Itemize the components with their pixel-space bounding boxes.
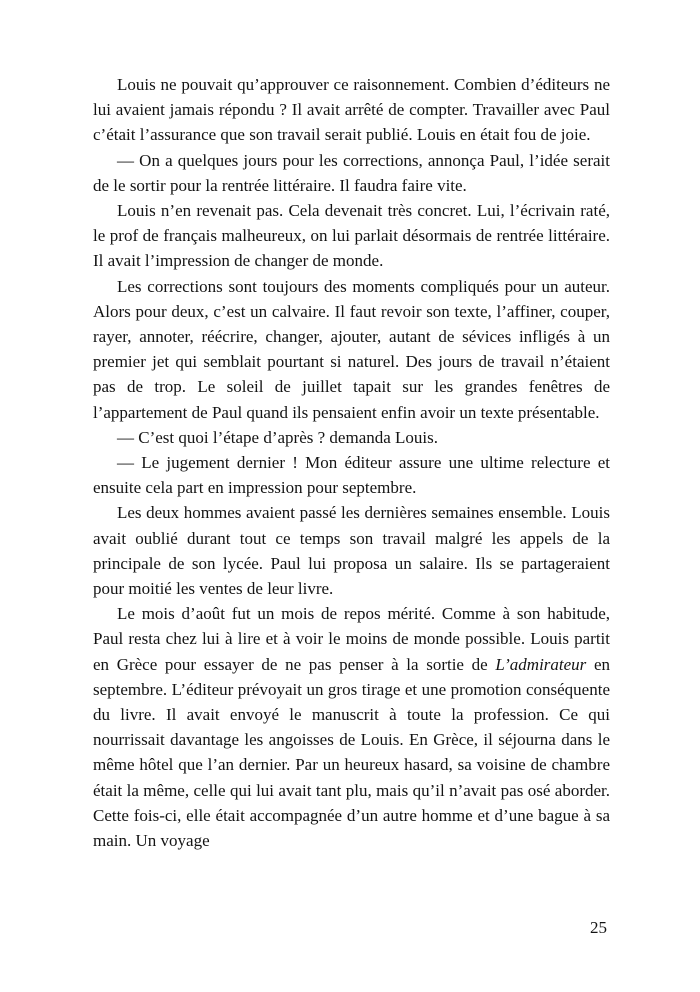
paragraph: Louis ne pouvait qu’approuver ce raisonnement. Combien d’éditeurs ne lui avaient jamais répondu ? Il avait arrêté de compter. Travailler avec Paul c’était l’assurance que son travail serait publié. Louis en était fou de joie. [93, 75, 610, 145]
paragraph: Les corrections sont toujours des moments compliqués pour un auteur. Alors pour deux, c’est un calvaire. Il faut revoir son texte, l’affiner, couper, rayer, annoter, réécrire, changer, ajouter, autant de sévices infligés à un premier jet qui semblait pourtant si naturel. Des jours de travail n’étaient pas de trop. Le soleil de juillet tapait sur les grandes fenêtres de l’appartement de Paul quand ils pensaient enfin avoir un texte présentable. [93, 276, 610, 422]
paragraph: — C’est quoi l’étape d’après ? demanda Louis. [117, 427, 439, 447]
paragraph: Les deux hommes avaient passé les dernières semaines ensemble. Louis avait oublié durant tout ce temps son travail malgré les appels de la principale de son lycée. Paul lui proposa un salaire. Ils se partageraient pour moitié les ventes de leur livre. [93, 503, 610, 599]
paragraph [93, 601, 610, 853]
page-number: 25 [590, 918, 607, 937]
paragraph: Louis n’en revenait pas. Cela devenait très concret. Lui, l’écrivain raté, le prof de français malheureux, on lui parlait désormais de rentrée littéraire. Il avait l’impression de changer de monde. [93, 201, 610, 271]
paragraph-text: Le mois d’août fut un mois de repos mérité. Comme à son habitude, Paul resta chez lui à lire et à voir le moins de monde possible. Louis partit en Grèce pour essayer de ne pas penser à la sortie de [93, 604, 610, 674]
body-text [93, 72, 610, 853]
paragraph: — On a quelques jours pour les corrections, annonça Paul, l’idée serait de le sortir pour la rentrée littéraire. Il faudra faire vite. [93, 150, 610, 195]
book-title: L’admirateur [495, 654, 587, 674]
paragraph: — Le jugement dernier ! Mon éditeur assure une ultime relecture et ensuite cela part en impression pour septembre. [93, 453, 610, 498]
paragraph-text: en septembre. L’éditeur prévoyait un gros tirage et une promotion conséquente du livre. Il avait envoyé le manuscrit à toute la profession. Ce qui nourrissait davantage les angoisses de Louis. En Grèce, il séjourna dans le même hôtel que l’an dernier. Par un heureux hasard, sa voisine de chambre était la même, celle qui lui avait tant plu, mais qu’il n’avait pas osé aborder. Cette fois-ci, elle était accompagnée d’un autre homme et d’une bague à sa main. Un voyage [93, 654, 611, 851]
